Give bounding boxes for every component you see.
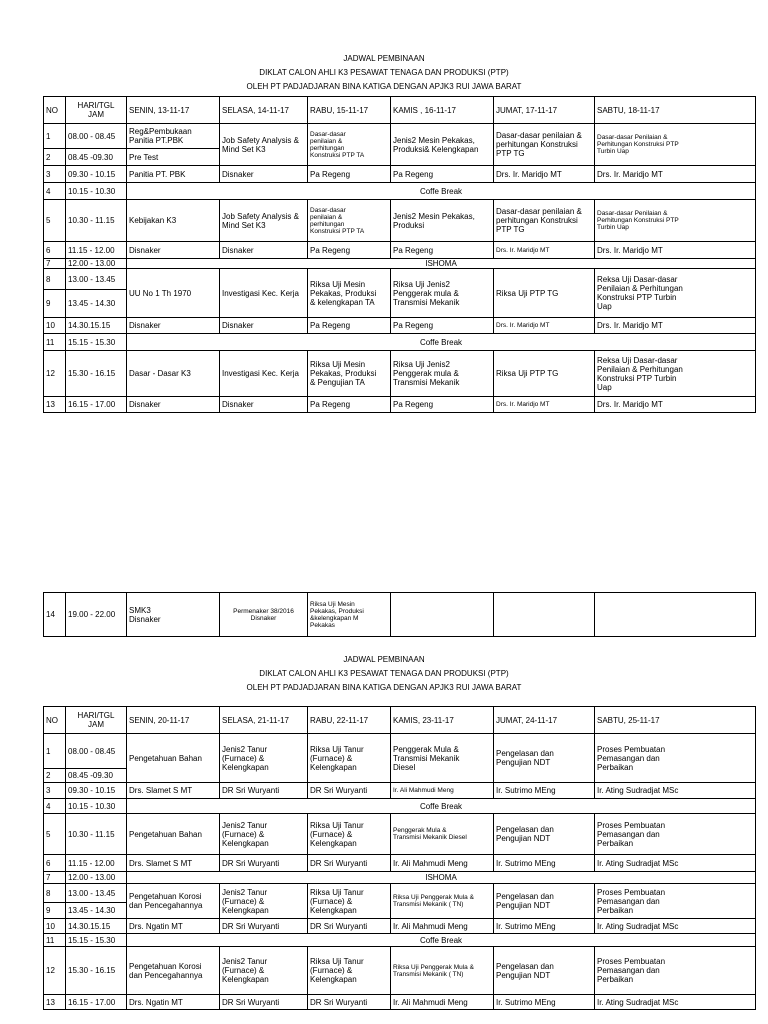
session-cell-senin: Disnaker <box>127 242 220 259</box>
table-row <box>44 934 756 947</box>
session-cell-jumat: Ir. Sutrimo MEng <box>494 995 595 1010</box>
table-row <box>44 919 756 934</box>
time-cell: 08.00 - 08.45 <box>66 124 127 149</box>
table-row <box>44 783 756 799</box>
session-cell-sabtu: Ir. Ating Sudradjat MSc <box>595 855 756 872</box>
session-cell-kamis: Ir. Ali Mahmudi Meng <box>391 919 494 934</box>
row-number-cell: 11 <box>44 334 66 351</box>
header-cell: NO <box>44 707 66 734</box>
time-cell: 15.15 - 15.30 <box>66 334 127 351</box>
session-cell-jumat: Drs. Ir. Maridjo MT <box>494 166 595 183</box>
row-number-cell: 9 <box>44 903 66 919</box>
time-cell: 13.45 - 14.30 <box>66 903 127 919</box>
session-cell-selasa: DR Sri Wuryanti <box>220 995 308 1010</box>
header-row <box>44 97 756 124</box>
session-cell-sabtu: Proses Pembuatan Pemasangan dan Perbaikan <box>595 734 756 783</box>
session-cell-kamis: Ir. Ali Mahmudi Meng <box>391 783 494 799</box>
session-cell-kamis: Ir. Ali Mahmudi Meng <box>391 995 494 1010</box>
row-number-cell: 10 <box>44 919 66 934</box>
header-cell: SELASA, 14-11-17 <box>220 97 308 124</box>
session-cell-rabu: DR Sri Wuryanti <box>308 919 391 934</box>
table-row <box>44 995 756 1010</box>
session-cell-jumat: Dasar-dasar penilaian & perhitungan Konstruksi PTP TG <box>494 200 595 242</box>
time-cell: 13.45 - 14.30 <box>66 290 127 318</box>
session-cell-selasa: DR Sri Wuryanti <box>220 855 308 872</box>
header-cell: RABU, 15-11-17 <box>308 97 391 124</box>
title-line: OLEH PT PADJADJARAN BINA KATIGA DENGAN APJK3 RUI JAWA BARAT <box>246 82 522 91</box>
time-cell: 08.00 - 08.45 <box>66 734 127 769</box>
row-number-cell: 2 <box>44 769 66 783</box>
session-cell-jumat: Pengelasan dan Pengujian NDT <box>494 814 595 855</box>
session-cell-selasa: Jenis2 Tanur (Furnace) & Kelengkapan <box>220 814 308 855</box>
header-cell: SENIN, 13-11-17 <box>127 97 220 124</box>
session-cell-rabu: Dasar-dasar penilaian & perhitungan Konstruksi PTP TA <box>308 124 391 166</box>
session-cell-sabtu: Dasar-dasar Penilaian & Perhitungan Konstruksi PTP Turbin Uap <box>595 200 756 242</box>
session-cell-jumat: Drs. Ir. Maridjo MT <box>494 397 595 413</box>
time-cell: 12.00 - 13.00 <box>66 259 127 269</box>
session-cell-rabu: Riksa Uji Tanur (Furnace) & Kelengkapan <box>308 947 391 995</box>
time-cell: 19.00 - 22.00 <box>66 593 127 637</box>
session-cell-senin: Panitia PT. PBK <box>127 166 220 183</box>
session-cell-jumat: Drs. Ir. Maridjo MT <box>494 242 595 259</box>
session-cell-kamis: Penggerak Mula & Transmisi Mekanik Diesel <box>391 814 494 855</box>
header-row <box>44 707 756 734</box>
session-cell-kamis: Penggerak Mula & Transmisi Mekanik Diesel <box>391 734 494 783</box>
session-cell-rabu: Riksa Uji Tanur (Furnace) & Kelengkapan <box>308 884 391 919</box>
table-row <box>44 351 756 397</box>
session-cell-sabtu: Drs. Ir. Maridjo MT <box>595 166 756 183</box>
title-line: DIKLAT CALON AHLI K3 PESAWAT TENAGA DAN PRODUKSI (PTP) <box>259 669 509 678</box>
session-cell-senin: Kebijakan K3 <box>127 200 220 242</box>
table-row <box>44 734 756 769</box>
session-cell-kamis: Ir. Ali Mahmudi Meng <box>391 855 494 872</box>
row-number-cell: 13 <box>44 397 66 413</box>
time-cell: 10.15 - 10.30 <box>66 799 127 814</box>
row-number-cell: 9 <box>44 290 66 318</box>
session-cell-selasa: Permenaker 38/2016 Disnaker <box>220 593 308 637</box>
session-cell-sabtu: Ir. Ating Sudradjat MSc <box>595 783 756 799</box>
session-cell-kamis: Riksa Uji Jenis2 Penggerak mula & Transmisi Mekanik <box>391 351 494 397</box>
time-cell: 08.45 -09.30 <box>66 149 127 166</box>
table-row <box>44 124 756 149</box>
time-cell: 16.15 - 17.00 <box>66 995 127 1010</box>
row-number-cell: 7 <box>44 872 66 884</box>
table-row <box>44 593 756 637</box>
session-cell-jumat: Pengelasan dan Pengujian NDT <box>494 734 595 783</box>
session-cell-senin: Dasar - Dasar K3 <box>127 351 220 397</box>
table-row <box>44 318 756 334</box>
break-cell: ISHOMA <box>127 872 756 884</box>
session-cell-sabtu: Proses Pembuatan Pemasangan dan Perbaikan <box>595 947 756 995</box>
session-cell-selasa: Jenis2 Tanur (Furnace) & Kelengkapan <box>220 734 308 783</box>
row-number-cell: 8 <box>44 269 66 290</box>
row-number-cell: 12 <box>44 351 66 397</box>
session-cell-sabtu: Proses Pembuatan Pemasangan dan Perbaikan <box>595 884 756 919</box>
row-number-cell: 4 <box>44 799 66 814</box>
row-number-cell: 11 <box>44 934 66 947</box>
session-cell-jumat: Pengelasan dan Pengujian NDT <box>494 947 595 995</box>
session-cell-selasa: Job Safety Analysis & Mind Set K3 <box>220 124 308 166</box>
row-number-cell: 6 <box>44 855 66 872</box>
header-cell: HARI/TGL JAM <box>66 97 127 124</box>
time-cell: 08.45 -09.30 <box>66 769 127 783</box>
time-cell: 09.30 - 10.15 <box>66 166 127 183</box>
session-cell-kamis: Riksa Uji Penggerak Mula & Transmisi Mekanik ( TN) <box>391 884 494 919</box>
session-cell-jumat: Drs. Ir. Maridjo MT <box>494 318 595 334</box>
session-cell-jumat: Ir. Sutrimo MEng <box>494 783 595 799</box>
row-number-cell: 1 <box>44 734 66 769</box>
session-cell-jumat: Riksa Uji PTP TG <box>494 351 595 397</box>
table-row <box>44 799 756 814</box>
session-cell-senin: Pengetahuan Bahan <box>127 814 220 855</box>
session-cell-selasa: DR Sri Wuryanti <box>220 783 308 799</box>
header-cell: KAMIS , 16-11-17 <box>391 97 494 124</box>
session-cell-selasa: Disnaker <box>220 242 308 259</box>
break-cell: Coffe Break <box>127 334 756 351</box>
session-cell-rabu: Dasar-dasar penilaian & perhitungan Konstruksi PTP TA <box>308 200 391 242</box>
session-cell-sabtu: Reksa Uji Dasar-dasar Penilaian & Perhitungan Konstruksi PTP Turbin Uap <box>595 269 756 318</box>
week2-schedule-table <box>43 706 756 1010</box>
session-cell-rabu: Pa Regeng <box>308 318 391 334</box>
session-cell-rabu: Riksa Uji Tanur (Furnace) & Kelengkapan <box>308 814 391 855</box>
session-cell-sabtu <box>595 593 756 637</box>
session-cell-rabu: Pa Regeng <box>308 166 391 183</box>
table-row <box>44 884 756 903</box>
table-row <box>44 947 756 995</box>
row-number-cell: 10 <box>44 318 66 334</box>
session-cell-senin: SMK3 Disnaker <box>127 593 220 637</box>
table-row <box>44 259 756 269</box>
header-cell: SABTU, 25-11-17 <box>595 707 756 734</box>
session-cell-kamis: Riksa Uji Jenis2 Penggerak mula & Transmisi Mekanik <box>391 269 494 318</box>
row-number-cell: 3 <box>44 783 66 799</box>
table-row <box>44 183 756 200</box>
session-cell-selasa: Jenis2 Tanur (Furnace) & Kelengkapan <box>220 884 308 919</box>
session-cell-jumat: Ir. Sutrimo MEng <box>494 919 595 934</box>
session-cell-kamis: Riksa Uji Penggerak Mula & Transmisi Mekanik ( TN) <box>391 947 494 995</box>
time-cell: 11.15 - 12.00 <box>66 242 127 259</box>
break-cell: Coffe Break <box>127 934 756 947</box>
time-cell: 14.30.15.15 <box>66 919 127 934</box>
time-cell: 13.00 - 13.45 <box>66 884 127 903</box>
session-cell-jumat <box>494 593 595 637</box>
week2-title-block <box>0 653 768 695</box>
session-cell-jumat: Riksa Uji PTP TG <box>494 269 595 318</box>
session-cell-sabtu: Drs. Ir. Maridjo MT <box>595 318 756 334</box>
row-number-cell: 1 <box>44 124 66 149</box>
session-cell-senin: UU No 1 Th 1970 <box>127 269 220 318</box>
table-row <box>44 200 756 242</box>
time-cell: 10.15 - 10.30 <box>66 183 127 200</box>
time-cell: 10.30 - 11.15 <box>66 814 127 855</box>
table-row <box>44 872 756 884</box>
session-cell-sabtu: Drs. Ir. Maridjo MT <box>595 242 756 259</box>
session-cell-rabu: Pa Regeng <box>308 242 391 259</box>
session-cell-senin: Drs. Slamet S MT <box>127 855 220 872</box>
session-cell-kamis: Pa Regeng <box>391 242 494 259</box>
header-cell: JUMAT, 24-11-17 <box>494 707 595 734</box>
row-number-cell: 12 <box>44 947 66 995</box>
session-cell-kamis: Pa Regeng <box>391 397 494 413</box>
time-cell: 12.00 - 13.00 <box>66 872 127 884</box>
session-cell-senin: Drs. Ngatin MT <box>127 995 220 1010</box>
session-cell-selasa: Jenis2 Tanur (Furnace) & Kelengkapan <box>220 947 308 995</box>
session-cell-sabtu: Drs. Ir. Maridjo MT <box>595 397 756 413</box>
row-number-cell: 3 <box>44 166 66 183</box>
table-row <box>44 166 756 183</box>
session-cell-rabu: Pa Regeng <box>308 397 391 413</box>
session-cell-rabu: Riksa Uji Tanur (Furnace) & Kelengkapan <box>308 734 391 783</box>
session-cell-kamis <box>391 593 494 637</box>
time-cell: 11.15 - 12.00 <box>66 855 127 872</box>
time-cell: 16.15 - 17.00 <box>66 397 127 413</box>
header-cell: NO <box>44 97 66 124</box>
session-cell-selasa: Investigasi Kec. Kerja <box>220 269 308 318</box>
break-cell: ISHOMA <box>127 259 756 269</box>
session-cell-selasa: Disnaker <box>220 166 308 183</box>
session-cell-sabtu: Dasar-dasar Penilaian & Perhitungan Konstruksi PTP Turbin Uap <box>595 124 756 166</box>
session-cell-jumat: Dasar-dasar penilaian & perhitungan Konstruksi PTP TG <box>494 124 595 166</box>
session-cell-rabu: Riksa Uji Mesin Pekakas, Produksi & kelengkapan TA <box>308 269 391 318</box>
table-row <box>44 397 756 413</box>
table-row <box>44 855 756 872</box>
session-cell-selasa: Job Safety Analysis & Mind Set K3 <box>220 200 308 242</box>
session-cell-selasa: Disnaker <box>220 397 308 413</box>
session-cell-jumat: Ir. Sutrimo MEng <box>494 855 595 872</box>
header-cell: JUMAT, 17-11-17 <box>494 97 595 124</box>
title-line: JADWAL PEMBINAAN <box>343 655 425 664</box>
title-line: JADWAL PEMBINAAN <box>343 54 425 63</box>
header-cell: KAMIS, 23-11-17 <box>391 707 494 734</box>
time-cell: 13.00 - 13.45 <box>66 269 127 290</box>
session-cell-selasa: DR Sri Wuryanti <box>220 919 308 934</box>
evening-schedule-table <box>43 592 756 637</box>
time-cell: 14.30.15.15 <box>66 318 127 334</box>
header-cell: SABTU, 18-11-17 <box>595 97 756 124</box>
session-cell-kamis: Jenis2 Mesin Pekakas, Produksi <box>391 200 494 242</box>
session-cell-senin: Pengetahuan Bahan <box>127 734 220 783</box>
break-cell: Coffe Break <box>127 799 756 814</box>
time-cell: 15.15 - 15.30 <box>66 934 127 947</box>
session-cell-senin: Disnaker <box>127 397 220 413</box>
header-cell: HARI/TGL JAM <box>66 707 127 734</box>
session-cell-senin: Disnaker <box>127 318 220 334</box>
session-cell-sabtu: Proses Pembuatan Pemasangan dan Perbaikan <box>595 814 756 855</box>
title-line: OLEH PT PADJADJARAN BINA KATIGA DENGAN APJK3 RUI JAWA BARAT <box>246 683 522 692</box>
row-number-cell: 2 <box>44 149 66 166</box>
session-cell-senin: Pengetahuan Korosi dan Pencegahannya <box>127 947 220 995</box>
session-cell-kamis: Pa Regeng <box>391 166 494 183</box>
time-cell: 15.30 - 16.15 <box>66 947 127 995</box>
row-number-cell: 14 <box>44 593 66 637</box>
session-cell-rabu: Riksa Uji Mesin Pekakas, Produksi & Pengujian TA <box>308 351 391 397</box>
session-cell-senin: Reg&Pembukaan Panitia PT.PBK <box>127 124 220 149</box>
session-cell-senin: Pre Test <box>127 149 220 166</box>
row-number-cell: 5 <box>44 814 66 855</box>
table-row <box>44 242 756 259</box>
break-cell: Coffe Break <box>127 183 756 200</box>
row-number-cell: 4 <box>44 183 66 200</box>
table-row <box>44 334 756 351</box>
session-cell-selasa: Investigasi Kec. Kerja <box>220 351 308 397</box>
header-cell: RABU, 22-11-17 <box>308 707 391 734</box>
time-cell: 15.30 - 16.15 <box>66 351 127 397</box>
header-cell: SELASA, 21-11-17 <box>220 707 308 734</box>
session-cell-senin: Drs. Slamet S MT <box>127 783 220 799</box>
row-number-cell: 7 <box>44 259 66 269</box>
session-cell-jumat: Pengelasan dan Pengujian NDT <box>494 884 595 919</box>
session-cell-rabu: DR Sri Wuryanti <box>308 855 391 872</box>
table-row <box>44 814 756 855</box>
session-cell-sabtu: Ir. Ating Sudradjat MSc <box>595 919 756 934</box>
session-cell-selasa: Disnaker <box>220 318 308 334</box>
row-number-cell: 6 <box>44 242 66 259</box>
session-cell-kamis: Jenis2 Mesin Pekakas, Produksi& Kelengkapan <box>391 124 494 166</box>
week1-schedule-table <box>43 96 756 413</box>
session-cell-rabu: DR Sri Wuryanti <box>308 995 391 1010</box>
row-number-cell: 13 <box>44 995 66 1010</box>
time-cell: 09.30 - 10.15 <box>66 783 127 799</box>
session-cell-senin: Pengetahuan Korosi dan Pencegahannya <box>127 884 220 919</box>
session-cell-senin: Drs. Ngatin MT <box>127 919 220 934</box>
session-cell-sabtu: Ir. Ating Sudradjat MSc <box>595 995 756 1010</box>
week1-title-block <box>0 52 768 94</box>
session-cell-rabu: DR Sri Wuryanti <box>308 783 391 799</box>
session-cell-sabtu: Reksa Uji Dasar-dasar Penilaian & Perhitungan Konstruksi PTP Turbin Uap <box>595 351 756 397</box>
time-cell: 10.30 - 11.15 <box>66 200 127 242</box>
session-cell-rabu: Riksa Uji Mesin Pekakas, Produksi &kelengkapan M Pekakas <box>308 593 391 637</box>
header-cell: SENIN, 20-11-17 <box>127 707 220 734</box>
table-row <box>44 269 756 290</box>
session-cell-kamis: Pa Regeng <box>391 318 494 334</box>
row-number-cell: 8 <box>44 884 66 903</box>
row-number-cell: 5 <box>44 200 66 242</box>
title-line: DIKLAT CALON AHLI K3 PESAWAT TENAGA DAN PRODUKSI (PTP) <box>259 68 509 77</box>
